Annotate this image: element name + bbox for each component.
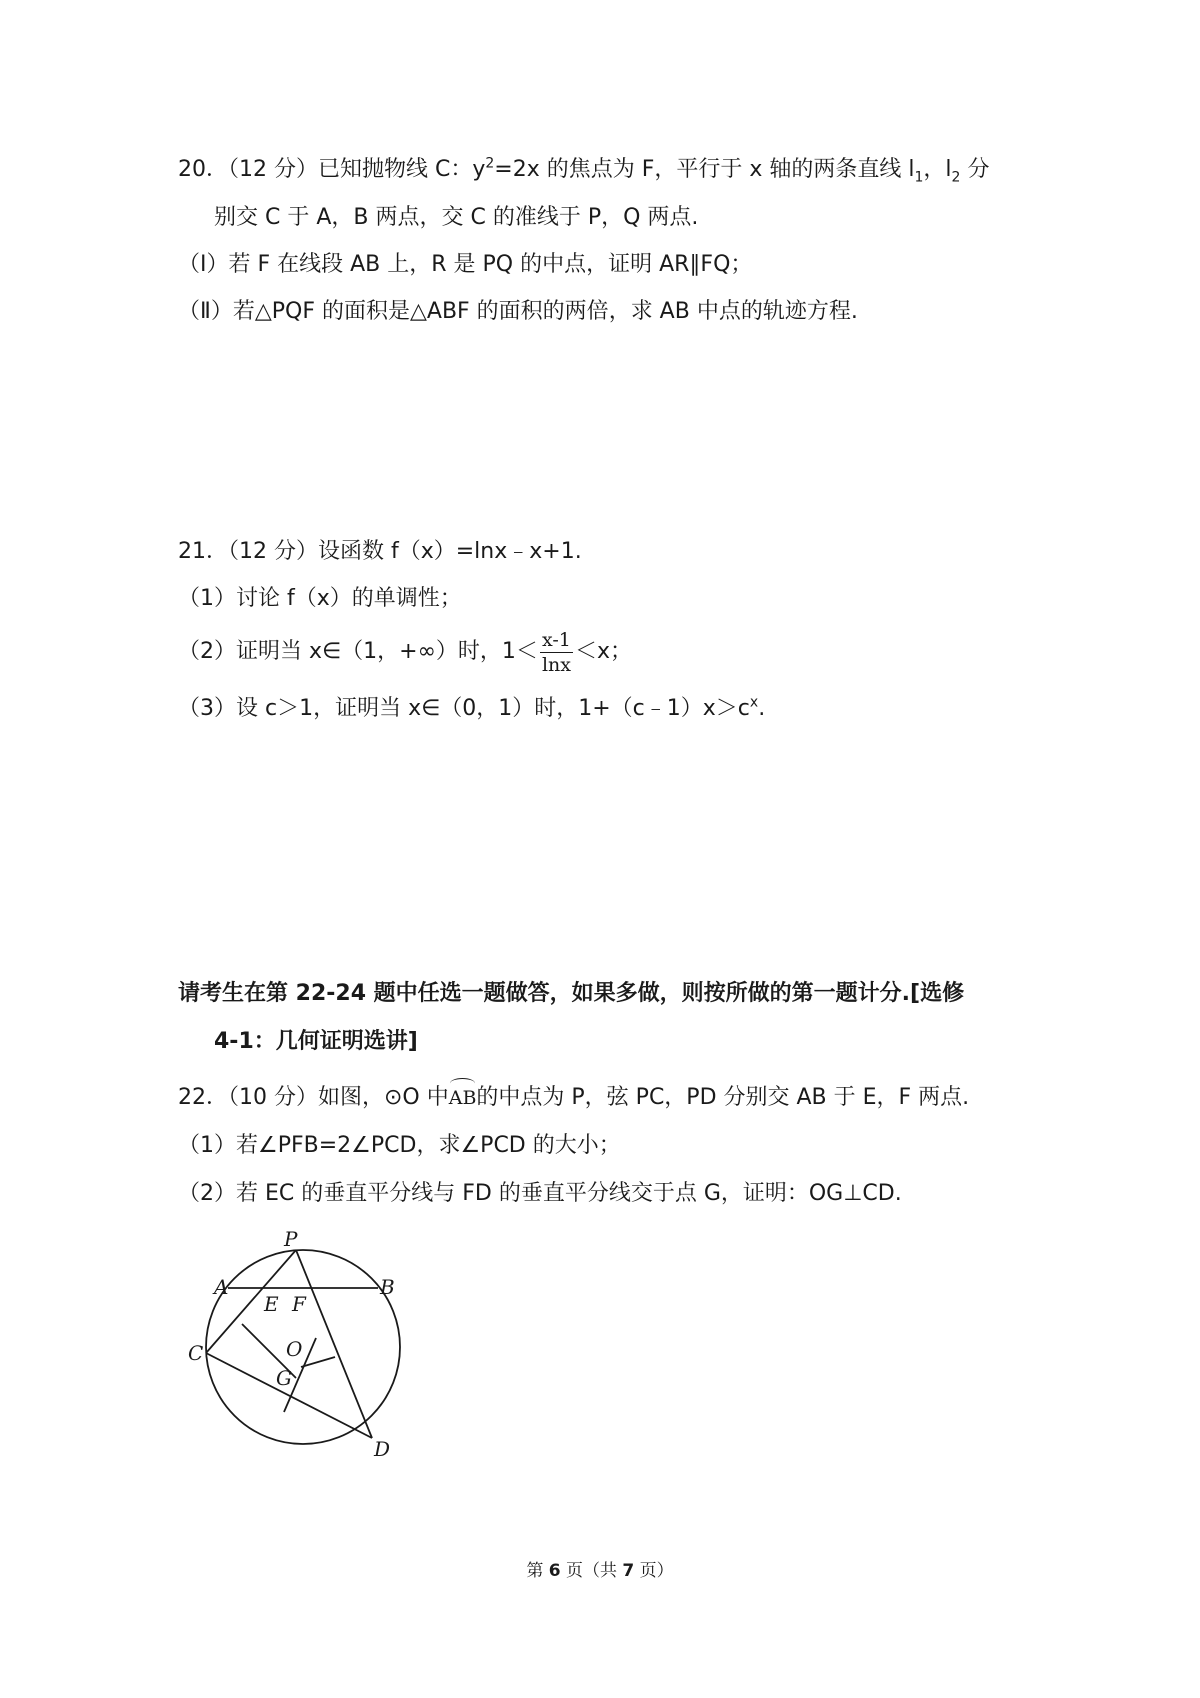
q22-text-a: 22．（10 分）如图，⊙O 中 bbox=[178, 1085, 449, 1110]
q20-sup: 2 bbox=[485, 155, 495, 172]
label-e: E bbox=[264, 1292, 279, 1316]
elective-line1: 请考生在第 22-24 题中任选一题做答，如果多做，则按所做的第一题计分.[选修 bbox=[178, 981, 965, 1006]
q21-item2 bbox=[178, 625, 632, 679]
fraction bbox=[540, 628, 573, 677]
q20-sub2: 2 bbox=[951, 169, 961, 186]
q21-item3-text-a: （3）设 c＞1，证明当 x∈（0，1）时，1+（c﹣1）x＞c bbox=[178, 696, 750, 721]
q22-item1: （1）若∠PFB=2∠PCD，求∠PCD 的大小； bbox=[178, 1133, 621, 1158]
footer-middle: 页（共 bbox=[560, 1561, 623, 1581]
label-p: P bbox=[284, 1230, 298, 1251]
circle-o bbox=[206, 1250, 400, 1444]
q22-text-b: 的中点为 P，弦 PC，PD 分别交 AB 于 E，F 两点. bbox=[476, 1085, 970, 1110]
q20-text-c: ，l bbox=[923, 157, 952, 182]
q20-item1: （Ⅰ）若 F 在线段 AB 上，R 是 PQ 的中点，证明 AR∥FQ； bbox=[178, 252, 753, 277]
footer-prefix: 第 bbox=[526, 1561, 549, 1581]
q20-text-a: 20．（12 分）已知抛物线 C：y bbox=[178, 157, 486, 182]
label-o: O bbox=[286, 1337, 303, 1361]
label-c: C bbox=[188, 1341, 204, 1365]
q21-item3 bbox=[178, 694, 765, 724]
arc-ab: AB bbox=[449, 1083, 477, 1113]
q20-item2: （Ⅱ）若△PQF 的面积是△ABF 的面积的两倍，求 AB 中点的轨迹方程. bbox=[178, 299, 858, 324]
q20-text-b: =2x 的焦点为 F，平行于 x 轴的两条直线 l bbox=[494, 157, 915, 182]
q22-stem bbox=[178, 1083, 969, 1113]
label-f: F bbox=[292, 1292, 306, 1316]
label-d: D bbox=[374, 1437, 391, 1460]
q21-item2-text-b: ＜x； bbox=[574, 639, 632, 664]
q20-text-d: 分 bbox=[960, 157, 990, 182]
q21-item3-text-b: . bbox=[758, 696, 766, 721]
q21-item2-text-a: （2）证明当 x∈（1，+∞）时，1＜ bbox=[178, 639, 538, 664]
label-g: G bbox=[276, 1366, 292, 1390]
page-footer bbox=[0, 1556, 1200, 1581]
q22-item2: （2）若 EC 的垂直平分线与 FD 的垂直平分线交于点 G，证明：OG⊥CD. bbox=[178, 1181, 902, 1206]
q21-item1: （1）讨论 f（x）的单调性； bbox=[178, 586, 462, 611]
footer-page-number: 6 bbox=[548, 1561, 561, 1581]
footer-total-pages: 7 bbox=[622, 1561, 635, 1581]
geometry-figure bbox=[180, 1230, 440, 1460]
fraction-numerator: x-1 bbox=[540, 628, 573, 653]
label-a: A bbox=[214, 1275, 229, 1299]
q20-line2: 别交 C 于 A，B 两点，交 C 的准线于 P，Q 两点. bbox=[214, 205, 699, 230]
q21-item3-sup: x bbox=[749, 694, 759, 711]
q20-sub1: 1 bbox=[914, 169, 924, 186]
q21-stem: 21．（12 分）设函数 f（x）=lnx﹣x+1. bbox=[178, 539, 582, 564]
chord-pd bbox=[296, 1250, 372, 1438]
q20-stem bbox=[178, 155, 989, 185]
fraction-denominator: lnx bbox=[541, 653, 571, 676]
label-b: B bbox=[380, 1275, 395, 1299]
elective-line2: 4-1：几何证明选讲] bbox=[214, 1029, 418, 1054]
footer-suffix: 页） bbox=[634, 1561, 674, 1581]
